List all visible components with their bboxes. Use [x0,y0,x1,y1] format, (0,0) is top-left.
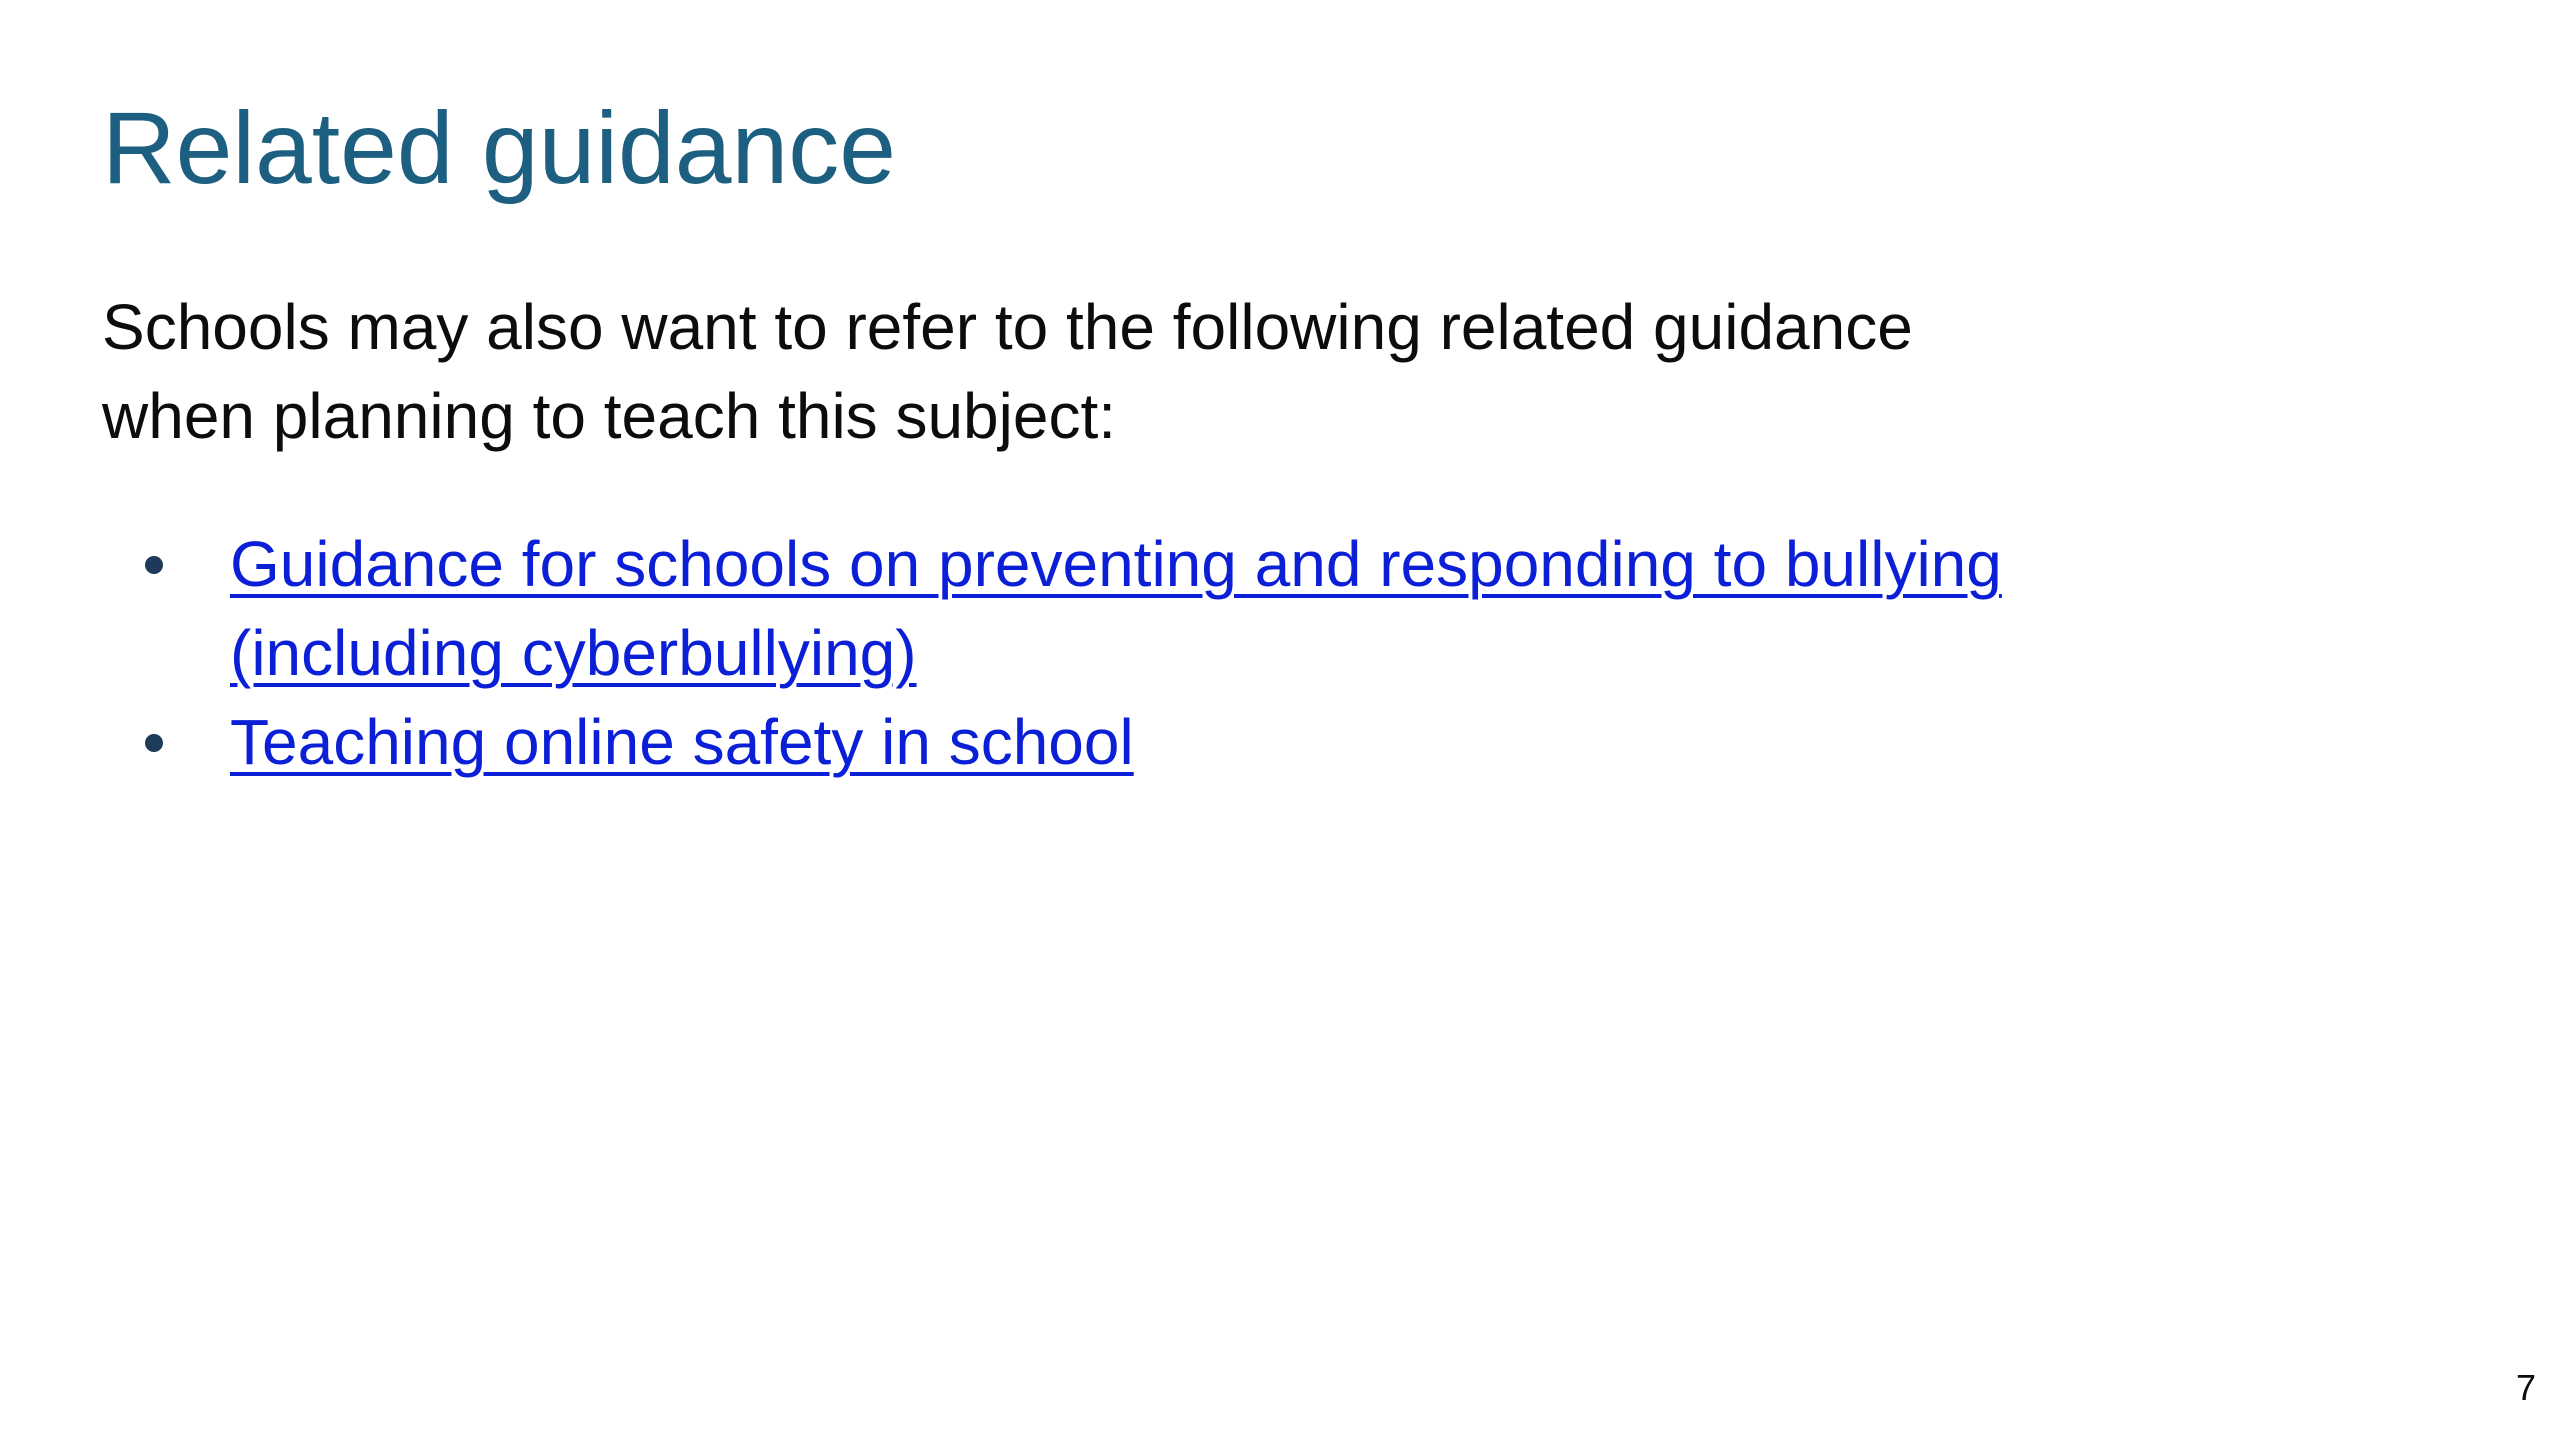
bullet-icon [145,734,163,752]
bullying-guidance-link-line-2[interactable]: (including cyberbullying) [230,617,917,689]
intro-line-2: when planning to teach this subject: [102,380,1116,452]
bullet-icon [145,556,163,574]
related-guidance-list [0,520,2002,787]
list-item-bullying-guidance [0,520,2002,698]
page-title: Related guidance [102,91,896,205]
bullying-guidance-link-line-1[interactable]: Guidance for schools on preventing and responding to bullying [230,528,2002,600]
list-item-online-safety [0,698,2002,787]
intro-paragraph [102,283,2102,461]
online-safety-link[interactable] [230,698,2002,787]
page-number: 7 [2515,1367,2536,1408]
intro-line-1: Schools may also want to refer to the following related guidance [102,291,1913,363]
bullying-guidance-link[interactable] [230,520,2002,698]
online-safety-link-line-1[interactable]: Teaching online safety in school [230,706,1134,778]
